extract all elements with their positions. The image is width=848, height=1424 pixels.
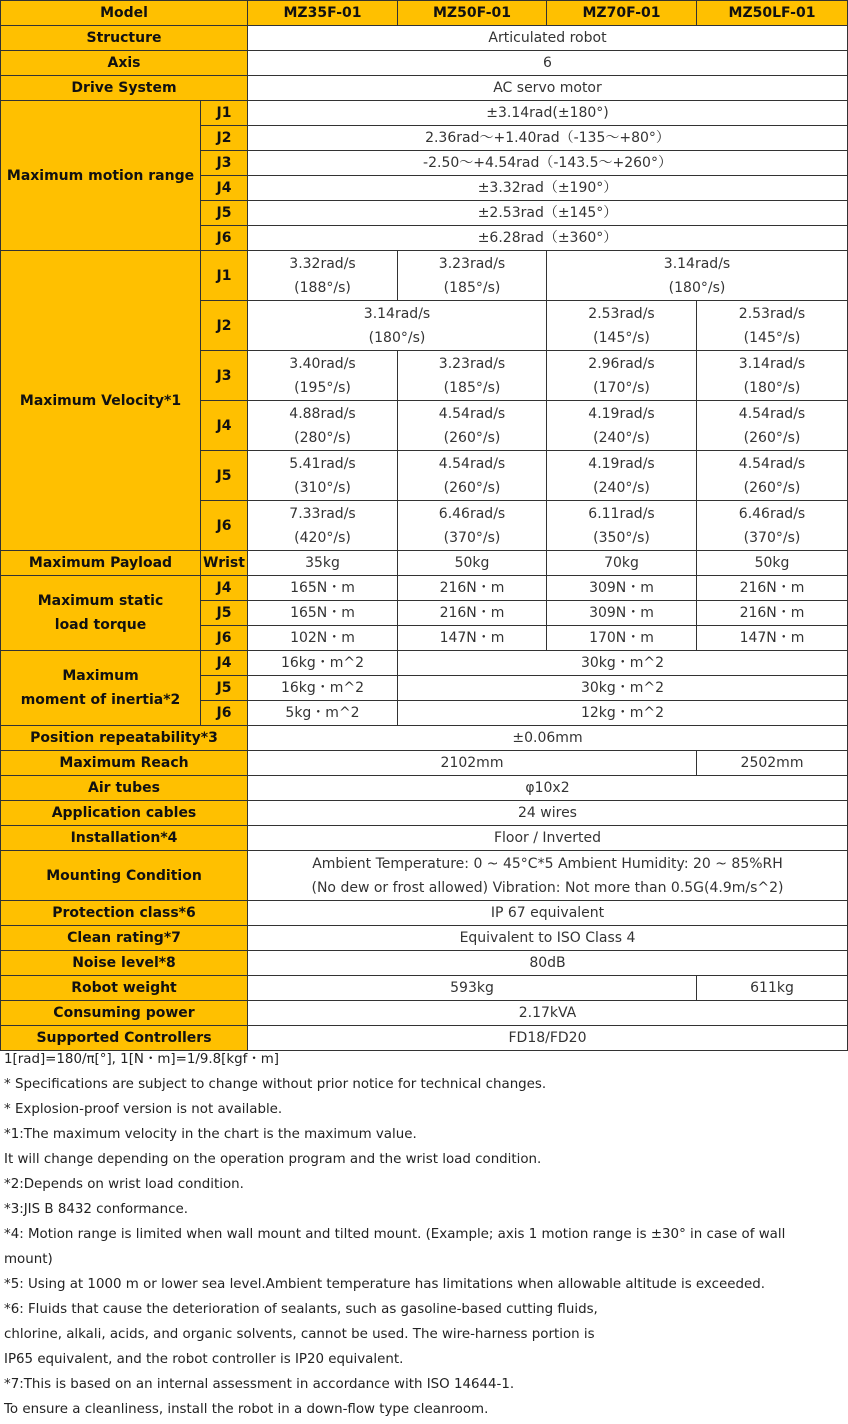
- footnote-line: To ensure a cleanliness, install the robot in a down-flow type cleanroom.: [4, 1402, 489, 1417]
- power-value: 2.17kVA: [248, 1001, 848, 1026]
- velocity-value: 2.53rad/s: [588, 305, 655, 322]
- velocity-value: 4.54rad/s: [438, 405, 506, 422]
- velocity-j5: J5: [201, 451, 248, 501]
- model-mz50lf: MZ50LF-01: [697, 1, 848, 26]
- velocity-j3: J3: [201, 351, 248, 401]
- torque-j6-mz50f: 147N・m: [398, 626, 547, 651]
- velocity-j1-mz70f-mz50lf: [547, 251, 848, 301]
- velocity-value: 4.88rad/s: [289, 405, 356, 422]
- velocity-deg: (195°/s): [294, 379, 351, 396]
- velocity-deg: (350°/s): [593, 529, 650, 546]
- torque-label: [1, 576, 201, 651]
- velocity-deg: (240°/s): [593, 429, 650, 446]
- velocity-j3-mz50f: [398, 351, 547, 401]
- velocity-deg: (145°/s): [743, 329, 801, 346]
- velocity-value: 4.54rad/s: [438, 455, 506, 472]
- model-mz50f: MZ50F-01: [398, 1, 547, 26]
- velocity-value: 6.11rad/s: [588, 505, 655, 522]
- torque-row-j4: [1, 576, 848, 601]
- velocity-value: 2.53rad/s: [738, 305, 806, 322]
- drive-value: AC servo motor: [248, 76, 848, 101]
- velocity-j4-mz50f: [398, 401, 547, 451]
- header-row: [1, 1, 848, 26]
- motion-j4-value: ±3.32rad（±190°）: [248, 176, 848, 201]
- velocity-value: 6.46rad/s: [738, 505, 806, 522]
- torque-j4: J4: [201, 576, 248, 601]
- torque-label-line1: Maximum static: [37, 593, 164, 609]
- velocity-j6-mz50f: [398, 501, 547, 551]
- inertia-row-j4: [1, 651, 848, 676]
- torque-j6: J6: [201, 626, 248, 651]
- inertia-label-line1: Maximum: [62, 668, 139, 684]
- velocity-value: 7.33rad/s: [289, 505, 356, 522]
- footnote-line: IP65 equivalent, and the robot controller is IP20 equivalent.: [4, 1352, 404, 1367]
- protection-row: [1, 901, 848, 926]
- torque-j5: J5: [201, 601, 248, 626]
- velocity-value: 4.54rad/s: [738, 455, 806, 472]
- inertia-j6-others: 12kg・m^2: [398, 701, 848, 726]
- velocity-deg: (260°/s): [443, 429, 501, 446]
- motion-j5: J5: [201, 201, 248, 226]
- velocity-j4: J4: [201, 401, 248, 451]
- motion-j6: J6: [201, 226, 248, 251]
- reach-row: [1, 751, 848, 776]
- torque-j5-mz35f: 165N・m: [248, 601, 398, 626]
- velocity-value: 3.14rad/s: [738, 355, 806, 372]
- velocity-j2-mz35f-mz50f: [248, 301, 547, 351]
- protection-value: IP 67 equivalent: [248, 901, 848, 926]
- velocity-value: 4.19rad/s: [588, 405, 655, 422]
- velocity-j4-mz50lf: [697, 401, 848, 451]
- footnote-line: *3:JIS B 8432 conformance.: [4, 1202, 188, 1217]
- velocity-j2: J2: [201, 301, 248, 351]
- velocity-deg: (310°/s): [294, 479, 351, 496]
- air-row: [1, 776, 848, 801]
- weight-value-2: 611kg: [697, 976, 848, 1001]
- inertia-j6: J6: [201, 701, 248, 726]
- velocity-deg: (260°/s): [443, 479, 501, 496]
- torque-j4-mz35f: 165N・m: [248, 576, 398, 601]
- footnote-line: *2:Depends on wrist load condition.: [4, 1177, 244, 1192]
- motion-j3: J3: [201, 151, 248, 176]
- model-mz70f: MZ70F-01: [547, 1, 697, 26]
- velocity-deg: (180°/s): [743, 379, 801, 396]
- inertia-j5-mz35f: 16kg・m^2: [248, 676, 398, 701]
- velocity-j2-mz50lf: [697, 301, 848, 351]
- velocity-value: 4.19rad/s: [588, 455, 655, 472]
- velocity-value: 3.23rad/s: [438, 255, 506, 272]
- velocity-j5-mz50lf: [697, 451, 848, 501]
- footnote-line: * Explosion-proof version is not available.: [4, 1102, 283, 1117]
- footnote-line: * Specifications are subject to change without prior notice for technical changes.: [4, 1077, 547, 1092]
- velocity-j5-mz50f: [398, 451, 547, 501]
- cables-label: Application cables: [1, 801, 248, 826]
- inertia-j6-mz35f: 5kg・m^2: [248, 701, 398, 726]
- velocity-deg: (180°/s): [368, 329, 426, 346]
- motion-j1-value: ±3.14rad(±180°): [248, 101, 848, 126]
- footnotes: [4, 1047, 844, 1422]
- payload-mz50f: 50kg: [398, 551, 547, 576]
- mounting-label: Mounting Condition: [1, 851, 248, 901]
- footnote-line: It will change depending on the operation program and the wrist load condition.: [4, 1152, 542, 1167]
- velocity-deg: (240°/s): [593, 479, 650, 496]
- payload-mz70f: 70kg: [547, 551, 697, 576]
- footnote-line: mount): [4, 1252, 53, 1267]
- drive-label: Drive System: [1, 76, 248, 101]
- footnote-line: *7:This is based on an internal assessment in accordance with ISO 14644-1.: [4, 1377, 515, 1392]
- velocity-j4-mz70f: [547, 401, 697, 451]
- velocity-deg: (420°/s): [294, 529, 351, 546]
- torque-j4-mz50lf: 216N・m: [697, 576, 848, 601]
- velocity-j5-mz35f: [248, 451, 398, 501]
- power-row: [1, 1001, 848, 1026]
- velocity-j6-mz35f: [248, 501, 398, 551]
- motion-j2-value: 2.36rad～+1.40rad（-135～+80°）: [248, 126, 848, 151]
- structure-value: Articulated robot: [248, 26, 848, 51]
- footnote-line: chlorine, alkali, acids, and organic solvents, cannot be used. The wire-harness portion is: [4, 1327, 595, 1342]
- controllers-label: Supported Controllers: [1, 1026, 248, 1051]
- velocity-deg: (370°/s): [443, 529, 501, 546]
- torque-j4-mz50f: 216N・m: [398, 576, 547, 601]
- clean-row: [1, 926, 848, 951]
- velocity-value: 3.32rad/s: [289, 255, 356, 272]
- velocity-j6: J6: [201, 501, 248, 551]
- mounting-line2: (No dew or frost allowed) Vibration: Not more than 0.5G(4.9m/s^2): [311, 879, 784, 896]
- velocity-j1-mz50f: [398, 251, 547, 301]
- velocity-j6-mz50lf: [697, 501, 848, 551]
- velocity-deg: (370°/s): [743, 529, 801, 546]
- model-mz35f: MZ35F-01: [248, 1, 398, 26]
- cables-value: 24 wires: [248, 801, 848, 826]
- structure-label: Structure: [1, 26, 248, 51]
- install-value: Floor / Inverted: [248, 826, 848, 851]
- footnote-line: *6: Fluids that cause the deterioration of sealants, such as gasoline-based cutting fluids,: [4, 1302, 598, 1317]
- axis-row: [1, 51, 848, 76]
- velocity-deg: (170°/s): [593, 379, 650, 396]
- weight-row: [1, 976, 848, 1001]
- weight-value-1: 593kg: [248, 976, 697, 1001]
- reach-value-1: 2102mm: [248, 751, 697, 776]
- noise-value: 80dB: [248, 951, 848, 976]
- velocity-row-j1: [1, 251, 848, 301]
- motion-row-j1: [1, 101, 848, 126]
- velocity-j3-mz50lf: [697, 351, 848, 401]
- velocity-j2-mz70f: [547, 301, 697, 351]
- payload-row: [1, 551, 848, 576]
- payload-mz50lf: 50kg: [697, 551, 848, 576]
- velocity-deg: (260°/s): [743, 429, 801, 446]
- velocity-value: 5.41rad/s: [289, 455, 356, 472]
- torque-j6-mz35f: 102N・m: [248, 626, 398, 651]
- velocity-deg: (280°/s): [294, 429, 351, 446]
- structure-row: [1, 26, 848, 51]
- velocity-j4-mz35f: [248, 401, 398, 451]
- torque-j6-mz70f: 170N・m: [547, 626, 697, 651]
- velocity-value: 3.40rad/s: [289, 355, 356, 372]
- velocity-deg: (185°/s): [443, 279, 501, 296]
- drive-row: [1, 76, 848, 101]
- model-header: Model: [1, 1, 248, 26]
- repeat-value: ±0.06mm: [248, 726, 848, 751]
- axis-label: Axis: [1, 51, 248, 76]
- velocity-j1-mz35f: [248, 251, 398, 301]
- power-label: Consuming power: [1, 1001, 248, 1026]
- payload-mz35f: 35kg: [248, 551, 398, 576]
- axis-value: 6: [248, 51, 848, 76]
- inertia-j4-mz35f: 16kg・m^2: [248, 651, 398, 676]
- velocity-deg: (145°/s): [593, 329, 650, 346]
- torque-j6-mz50lf: 147N・m: [697, 626, 848, 651]
- footnote-line: *4: Motion range is limited when wall mount and tilted mount. (Example; axis 1 motion range is ±30° in case of wall: [4, 1227, 786, 1242]
- velocity-deg: (188°/s): [294, 279, 351, 296]
- motion-j6-value: ±6.28rad（±360°）: [248, 226, 848, 251]
- velocity-j3-mz70f: [547, 351, 697, 401]
- inertia-label-line2: moment of inertia*2: [20, 692, 181, 708]
- velocity-value: 3.14rad/s: [663, 255, 731, 272]
- velocity-value: 3.23rad/s: [438, 355, 506, 372]
- velocity-j1: J1: [201, 251, 248, 301]
- velocity-deg: (180°/s): [668, 279, 726, 296]
- clean-value: Equivalent to ISO Class 4: [248, 926, 848, 951]
- inertia-j4: J4: [201, 651, 248, 676]
- velocity-j5-mz70f: [547, 451, 697, 501]
- inertia-j5: J5: [201, 676, 248, 701]
- torque-j5-mz50f: 216N・m: [398, 601, 547, 626]
- motion-j1: J1: [201, 101, 248, 126]
- protection-label: Protection class*6: [1, 901, 248, 926]
- weight-label: Robot weight: [1, 976, 248, 1001]
- inertia-label: [1, 651, 201, 726]
- velocity-deg: (185°/s): [443, 379, 501, 396]
- repeat-row: [1, 726, 848, 751]
- controllers-value: FD18/FD20: [248, 1026, 848, 1051]
- reach-value-2: 2502mm: [697, 751, 848, 776]
- air-label: Air tubes: [1, 776, 248, 801]
- velocity-value: 6.46rad/s: [438, 505, 506, 522]
- footnote-line: *5: Using at 1000 m or lower sea level.Ambient temperature has limitations when allowable altitude is exceeded.: [4, 1277, 765, 1292]
- inertia-j5-others: 30kg・m^2: [398, 676, 848, 701]
- torque-j4-mz70f: 309N・m: [547, 576, 697, 601]
- mounting-row: [1, 851, 848, 901]
- cables-row: [1, 801, 848, 826]
- velocity-j6-mz70f: [547, 501, 697, 551]
- motion-j5-value: ±2.53rad（±145°）: [248, 201, 848, 226]
- mounting-line1: Ambient Temperature: 0 ~ 45°C*5 Ambient Humidity: 20 ~ 85%RH: [312, 855, 783, 872]
- footnote-line: *1:The maximum velocity in the chart is the maximum value.: [4, 1127, 417, 1142]
- payload-wrist: Wrist: [201, 551, 248, 576]
- motion-j3-value: -2.50～+4.54rad（-143.5～+260°）: [248, 151, 848, 176]
- motion-j4: J4: [201, 176, 248, 201]
- velocity-value: 2.96rad/s: [588, 355, 655, 372]
- air-value: φ10x2: [248, 776, 848, 801]
- torque-j5-mz70f: 309N・m: [547, 601, 697, 626]
- velocity-value: 4.54rad/s: [738, 405, 806, 422]
- velocity-value: 3.14rad/s: [363, 305, 431, 322]
- motion-label: Maximum motion range: [1, 101, 201, 251]
- velocity-label: Maximum Velocity*1: [1, 251, 201, 551]
- mounting-value: [248, 851, 848, 901]
- noise-row: [1, 951, 848, 976]
- inertia-j4-others: 30kg・m^2: [398, 651, 848, 676]
- noise-label: Noise level*8: [1, 951, 248, 976]
- velocity-deg: (260°/s): [743, 479, 801, 496]
- install-label: Installation*4: [1, 826, 248, 851]
- velocity-j3-mz35f: [248, 351, 398, 401]
- motion-j2: J2: [201, 126, 248, 151]
- reach-label: Maximum Reach: [1, 751, 248, 776]
- torque-j5-mz50lf: 216N・m: [697, 601, 848, 626]
- install-row: [1, 826, 848, 851]
- repeat-label: Position repeatability*3: [1, 726, 248, 751]
- clean-label: Clean rating*7: [1, 926, 248, 951]
- torque-label-line2: load torque: [54, 617, 147, 633]
- payload-label: Maximum Payload: [1, 551, 201, 576]
- footnote-line: 1[rad]=180/π[°], 1[N・m]=1/9.8[kgf・m]: [4, 1052, 280, 1067]
